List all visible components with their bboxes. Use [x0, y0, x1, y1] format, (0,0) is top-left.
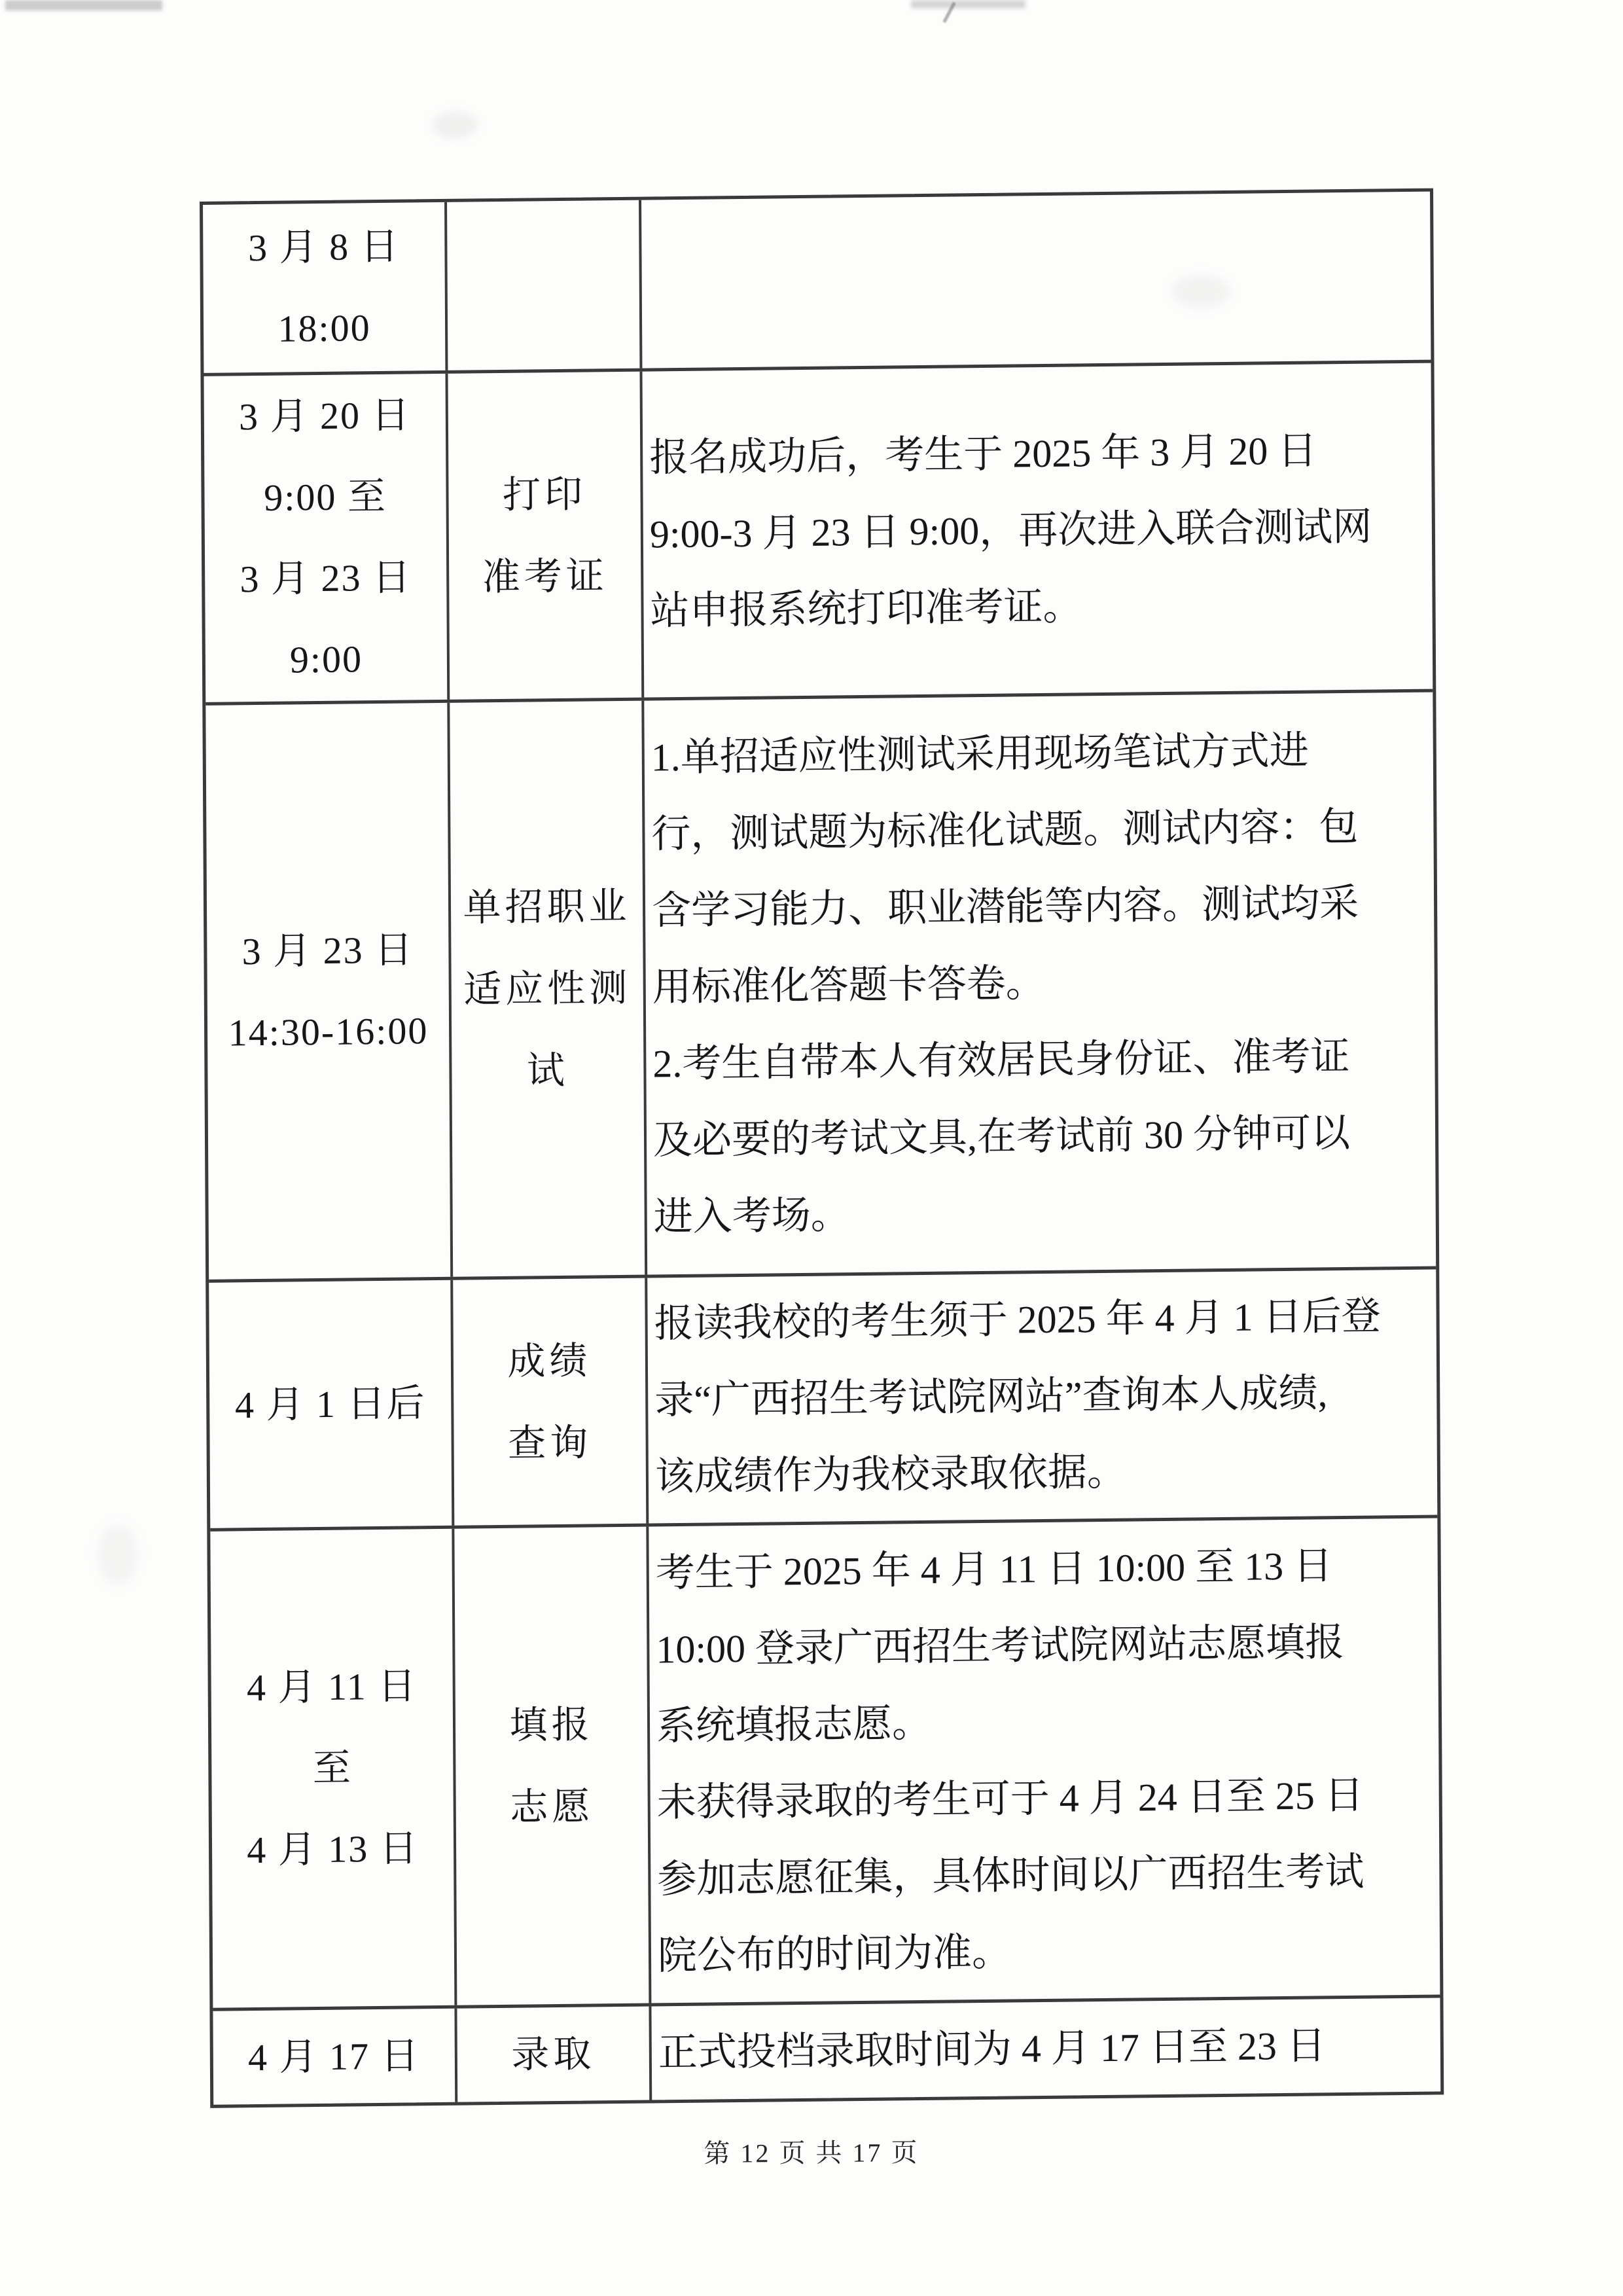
- cell-stage: [457, 2007, 652, 2102]
- text-line: 报名成功后，考生于 2025 年 3 月 20 日: [649, 429, 1317, 480]
- cell-stage: [454, 1527, 651, 2005]
- text-line: 打印: [502, 473, 587, 516]
- cell-stage: [447, 200, 642, 370]
- text-line: 行，测试题为标准化试题。测试内容：包: [651, 804, 1359, 856]
- cell-description: [641, 192, 1431, 368]
- text-line: 进入考场。: [653, 1193, 850, 1239]
- text-line: 4 月 1 日后: [234, 1381, 426, 1426]
- text-line: 参加志愿征集，具体时间以广西招生考试: [657, 1850, 1364, 1901]
- cell-stage: [450, 701, 647, 1277]
- scan-smudge: [5, 0, 162, 10]
- table-row: [203, 192, 1431, 376]
- text-line: 录取: [511, 2032, 596, 2076]
- table-row: [213, 1998, 1440, 2104]
- cell-time: [203, 202, 448, 373]
- scan-smudge: [98, 1525, 137, 1584]
- page-number: 第 12 页 共 17 页: [704, 2138, 919, 2168]
- text-line: 系统填报志愿。: [656, 1701, 932, 1748]
- cell-description: [647, 1270, 1437, 1524]
- text-line: 3 月 23 日: [241, 927, 414, 973]
- text-line: 考生于 2025 年 4 月 11 日 10:00 至 13 日: [655, 1544, 1333, 1595]
- cell-stage: [453, 1278, 649, 1526]
- text-line: 院公布的时间为准。: [657, 1930, 1012, 1978]
- table-row: [210, 1518, 1440, 2011]
- cell-description: [642, 363, 1433, 698]
- text-line: 试: [526, 1049, 569, 1092]
- cell-description: [649, 1518, 1440, 2003]
- text-line: 3 月 20 日: [238, 393, 411, 439]
- schedule-table: [200, 188, 1444, 2108]
- text-line: 未获得录取的考生可于 4 月 24 日至 25 日: [656, 1773, 1364, 1825]
- text-line: 录“广西招生考试院网站”查询本人成绩,: [654, 1371, 1328, 1422]
- text-line: 适应性测: [463, 966, 632, 1011]
- scan-smudge: [942, 2, 955, 23]
- text-line: 9:00-3 月 23 日 9:00，再次进入联合测试网: [649, 505, 1372, 556]
- text-line: 2.考生自带本人有效居民身份证、准考证: [652, 1034, 1350, 1086]
- text-line: 正式投档录取时间为 4 月 17 日至 23 日: [658, 2024, 1327, 2075]
- cell-time: [213, 2009, 457, 2105]
- text-line: 4 月 11 日: [246, 1664, 418, 1710]
- cell-stage: [448, 372, 644, 700]
- scan-smudge: [911, 0, 1026, 9]
- cell-time: [204, 374, 450, 702]
- cell-description: [644, 692, 1436, 1275]
- text-line: 用标准化答题卡答卷。: [652, 961, 1045, 1009]
- text-line: 4 月 13 日: [247, 1827, 419, 1872]
- table-row: [205, 692, 1436, 1283]
- text-line: 单招职业: [463, 884, 631, 929]
- cell-time: [210, 1529, 457, 2008]
- scan-smudge: [432, 111, 478, 139]
- text-line: 9:00: [289, 637, 363, 681]
- table-row: [209, 1270, 1437, 1532]
- table-row: [204, 363, 1433, 706]
- text-line: 该成绩作为我校录取依据。: [654, 1450, 1127, 1499]
- text-line: 站申报系统打印准考证。: [650, 584, 1082, 633]
- text-line: 4 月 17 日: [247, 2034, 420, 2079]
- cell-time: [209, 1280, 454, 1528]
- text-line: 含学习能力、职业潜能等内容。测试均采: [651, 881, 1359, 933]
- text-line: 查询: [507, 1421, 592, 1465]
- text-line: 准考证: [482, 554, 608, 599]
- text-line: 18:00: [277, 306, 371, 350]
- text-line: 志愿: [510, 1785, 594, 1829]
- cell-description: [651, 1998, 1440, 2100]
- cell-time: [205, 703, 453, 1280]
- text-line: 成绩: [507, 1339, 592, 1383]
- text-line: 至: [312, 1746, 353, 1790]
- text-line: 1.单招适应性测试采用现场笔试方式进: [651, 728, 1309, 780]
- text-line: 3 月 23 日: [240, 556, 412, 601]
- text-line: 及必要的考试文具,在考试前 30 分钟可以: [652, 1111, 1351, 1162]
- text-line: 10:00 登录广西招生考试院网站志愿填报: [656, 1621, 1345, 1672]
- text-line: 3 月 8 日: [247, 224, 400, 269]
- text-line: 9:00 至: [264, 475, 387, 519]
- text-line: 14:30-16:00: [228, 1009, 429, 1054]
- text-line: 报读我校的考生须于 2025 年 4 月 1 日后登: [654, 1294, 1381, 1346]
- text-line: 填报: [509, 1703, 594, 1747]
